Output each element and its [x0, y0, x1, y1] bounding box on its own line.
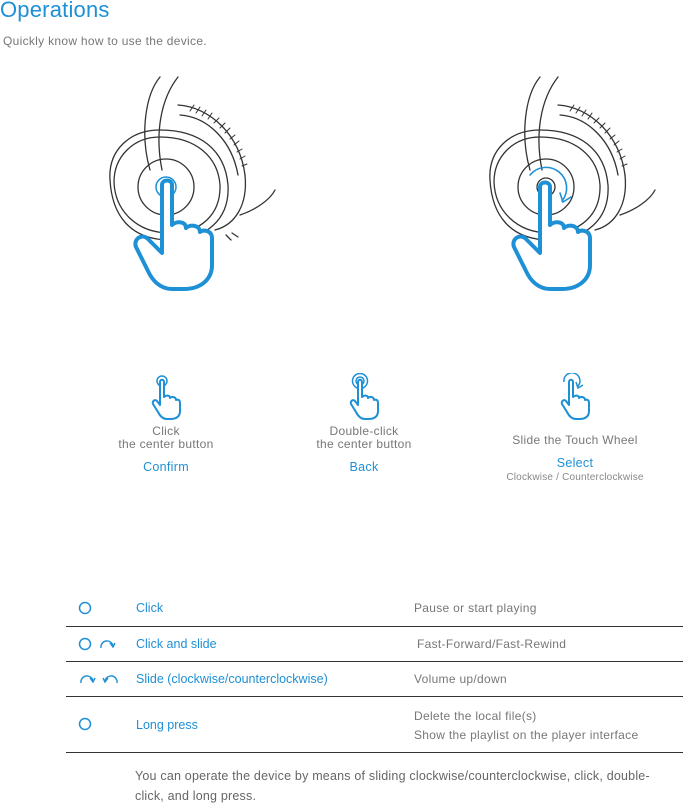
gesture-line1: Double-click: [329, 424, 399, 438]
circle-icon: [78, 601, 92, 615]
tap-hand-icon: [150, 373, 182, 421]
circle-icon: [78, 717, 92, 731]
table-row: [66, 697, 683, 753]
table-row: [66, 592, 683, 627]
gesture-action: Back: [349, 460, 379, 474]
operation-description: Volume up/down: [414, 672, 507, 686]
gesture-action: Confirm: [143, 460, 189, 474]
gesture-line2: the center button: [118, 437, 214, 451]
operation-label: Click and slide: [136, 637, 217, 651]
page-subtitle: Quickly know how to use the device.: [3, 34, 207, 48]
operations-table: [66, 592, 683, 753]
operation-label: Long press: [136, 718, 198, 732]
gesture-note: Clockwise / Counterclockwise: [506, 472, 644, 483]
headphone-tap-illustration: [100, 75, 280, 300]
gesture-line1: Click: [152, 424, 180, 438]
circle-icon: [78, 637, 92, 651]
rotate-clockwise-icon: [78, 672, 96, 686]
rotate-clockwise-icon: [98, 637, 116, 651]
gesture-double-click: [303, 373, 425, 474]
table-row: [66, 627, 683, 662]
headphone-slide-illustration: [480, 75, 680, 300]
operation-label: Slide (clockwise/counterclockwise): [136, 672, 328, 686]
slide-hand-icon: [559, 373, 591, 421]
gesture-line2: the center button: [316, 437, 412, 451]
table-row: [66, 662, 683, 697]
footer-note: You can operate the device by means of sliding clockwise/counterclockwise, click, double-click, and long press.: [135, 769, 650, 803]
operation-label: Click: [136, 601, 164, 615]
operation-description: Pause or start playing: [414, 601, 537, 615]
gesture-click: [105, 373, 227, 474]
page-title: Operations: [0, 0, 110, 22]
double-tap-hand-icon: [348, 373, 380, 421]
gesture-line2: Slide the Touch Wheel: [512, 433, 638, 447]
operation-description: Fast-Forward/Fast-Rewind: [417, 637, 567, 651]
operation-description: Delete the local file(s) Show the playlist on the player interface: [414, 709, 639, 742]
rotate-counterclockwise-icon: [102, 672, 120, 686]
gesture-action: Select: [556, 456, 594, 470]
gesture-slide: [495, 373, 655, 483]
